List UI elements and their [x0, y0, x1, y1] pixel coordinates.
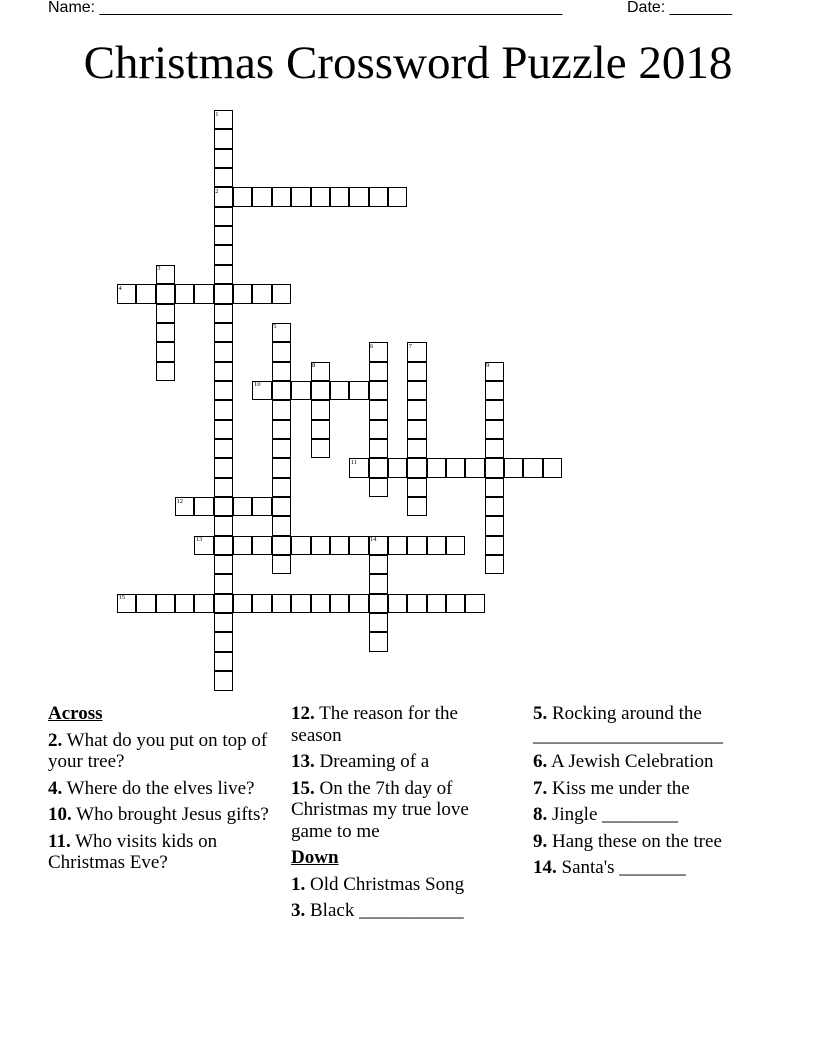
- clue-number-13: 13: [195, 536, 203, 544]
- grid-cell[interactable]: [272, 381, 291, 400]
- grid-cell[interactable]: [156, 304, 175, 323]
- grid-cell[interactable]: [330, 187, 349, 206]
- grid-cell[interactable]: [233, 536, 252, 555]
- grid-cell[interactable]: [272, 400, 291, 419]
- grid-cell[interactable]: [369, 400, 388, 419]
- grid-cell[interactable]: [349, 187, 368, 206]
- clue-number-14: 14: [370, 536, 377, 544]
- grid-cell[interactable]: [214, 362, 233, 381]
- grid-cell[interactable]: [175, 594, 194, 613]
- grid-cell[interactable]: [369, 613, 388, 632]
- grid-cell[interactable]: [523, 458, 542, 477]
- grid-cell[interactable]: [330, 594, 349, 613]
- grid-cell[interactable]: [272, 284, 291, 303]
- grid-cell[interactable]: [214, 458, 233, 477]
- grid-cell[interactable]: [272, 458, 291, 477]
- across-heading: Across: [48, 703, 103, 724]
- grid-cell[interactable]: [407, 400, 426, 419]
- grid-cell[interactable]: [369, 439, 388, 458]
- grid-cell[interactable]: [504, 458, 523, 477]
- grid-cell[interactable]: [349, 381, 368, 400]
- grid-cell[interactable]: [369, 187, 388, 206]
- grid-cell[interactable]: [156, 342, 175, 361]
- grid-cell[interactable]: [214, 149, 233, 168]
- name-field-label: Name: ____________________________________________________: [48, 0, 563, 16]
- grid-cell[interactable]: [194, 594, 213, 613]
- grid-cell[interactable]: [369, 594, 388, 613]
- clue-down-7: 7. Kiss me under the: [533, 777, 690, 799]
- grid-cell[interactable]: [485, 516, 504, 535]
- grid-cell[interactable]: [388, 187, 407, 206]
- grid-cell[interactable]: [369, 420, 388, 439]
- clue-column-2: [291, 703, 513, 927]
- clue-across-10: 10. Who brought Jesus gifts?: [48, 804, 269, 825]
- grid-cell[interactable]: [407, 536, 426, 555]
- grid-cell[interactable]: [311, 400, 330, 419]
- grid-cell[interactable]: [311, 536, 330, 555]
- grid-cell[interactable]: [214, 342, 233, 361]
- clue-number-2: 2: [215, 187, 219, 195]
- date-field-label: Date: _______: [627, 0, 732, 16]
- grid-cell[interactable]: [485, 420, 504, 439]
- grid-cell[interactable]: [214, 555, 233, 574]
- down-heading: Down: [291, 847, 339, 868]
- clue-across-2: 2. What do you put on top of your tree?: [48, 729, 268, 772]
- grid-cell[interactable]: [214, 652, 233, 671]
- grid-cell[interactable]: [427, 594, 446, 613]
- clue-down-6: 6. A Jewish Celebration: [533, 751, 714, 772]
- grid-cell[interactable]: [485, 400, 504, 419]
- grid-cell[interactable]: [214, 129, 233, 148]
- grid-cell[interactable]: [214, 226, 233, 245]
- grid-cell[interactable]: [485, 458, 504, 477]
- grid-cell[interactable]: [485, 555, 504, 574]
- grid-cell[interactable]: [252, 187, 271, 206]
- grid-cell[interactable]: [330, 381, 349, 400]
- grid-cell[interactable]: [485, 497, 504, 516]
- grid-cell[interactable]: [465, 594, 484, 613]
- clue-column-1: [48, 703, 270, 879]
- grid-cell[interactable]: [369, 381, 388, 400]
- grid-cell[interactable]: [214, 304, 233, 323]
- grid-cell[interactable]: [214, 245, 233, 264]
- grid-cell[interactable]: [272, 342, 291, 361]
- clue-number-4: 4: [118, 284, 122, 292]
- grid-cell[interactable]: [291, 187, 310, 206]
- grid-cell[interactable]: [446, 458, 465, 477]
- clue-across-11: 11. Who visits kids on Christmas Eve?: [48, 830, 218, 873]
- grid-cell[interactable]: [272, 516, 291, 535]
- grid-cell[interactable]: [272, 594, 291, 613]
- grid-cell[interactable]: [407, 381, 426, 400]
- grid-cell[interactable]: [156, 284, 175, 303]
- grid-cell[interactable]: [214, 574, 233, 593]
- grid-cell[interactable]: [214, 207, 233, 226]
- grid-cell[interactable]: [214, 381, 233, 400]
- grid-cell[interactable]: [407, 362, 426, 381]
- grid-cell[interactable]: [388, 458, 407, 477]
- grid-cell[interactable]: [194, 497, 213, 516]
- grid-cell[interactable]: [156, 323, 175, 342]
- grid-cell[interactable]: [156, 594, 175, 613]
- grid-cell[interactable]: [349, 536, 368, 555]
- clue-down-3: 3. Black ___________: [291, 900, 464, 921]
- grid-cell[interactable]: [485, 536, 504, 555]
- grid-cell[interactable]: [272, 536, 291, 555]
- grid-cell[interactable]: [407, 478, 426, 497]
- clue-number-6: 6: [370, 342, 374, 350]
- clue-across-15: 15. On the 7th day of Christmas my true love game to me: [291, 777, 469, 842]
- grid-cell[interactable]: [252, 497, 271, 516]
- clue-down-8: 8. Jingle ________: [533, 804, 679, 825]
- grid-cell[interactable]: [369, 555, 388, 574]
- grid-cell[interactable]: [369, 632, 388, 651]
- grid-cell[interactable]: [330, 536, 349, 555]
- grid-cell[interactable]: [369, 478, 388, 497]
- clue-number-7: 7: [408, 342, 412, 350]
- grid-cell[interactable]: [485, 439, 504, 458]
- grid-cell[interactable]: [272, 187, 291, 206]
- grid-cell[interactable]: [272, 420, 291, 439]
- grid-cell[interactable]: [214, 400, 233, 419]
- grid-cell[interactable]: [311, 594, 330, 613]
- grid-cell[interactable]: [233, 497, 252, 516]
- grid-cell[interactable]: [214, 323, 233, 342]
- grid-cell[interactable]: [427, 536, 446, 555]
- grid-cell[interactable]: [233, 284, 252, 303]
- clue-down-9: 9. Hang these on the tree: [533, 830, 722, 852]
- grid-cell[interactable]: [407, 420, 426, 439]
- clue-down-14: 14. Santa's _______: [533, 857, 686, 878]
- clue-column-3: [533, 703, 755, 884]
- grid-cell[interactable]: [194, 284, 213, 303]
- clue-number-9: 9: [486, 362, 490, 370]
- grid-cell[interactable]: [543, 458, 562, 477]
- grid-cell[interactable]: [214, 632, 233, 651]
- grid-cell[interactable]: [369, 574, 388, 593]
- grid-cell[interactable]: [446, 536, 465, 555]
- grid-cell[interactable]: [272, 478, 291, 497]
- grid-cell[interactable]: [214, 516, 233, 535]
- grid-cell[interactable]: [291, 536, 310, 555]
- grid-cell[interactable]: [214, 439, 233, 458]
- grid-cell[interactable]: [388, 594, 407, 613]
- grid-cell[interactable]: [233, 187, 252, 206]
- grid-cell[interactable]: [175, 284, 194, 303]
- clue-across-4: 4. Where do the elves live?: [48, 777, 255, 799]
- grid-cell[interactable]: [291, 594, 310, 613]
- clue-number-8: 8: [312, 362, 316, 370]
- clue-across-12: 12. The reason for the season: [291, 703, 458, 746]
- grid-cell[interactable]: [136, 284, 155, 303]
- grid-cell[interactable]: [214, 478, 233, 497]
- grid-cell[interactable]: [214, 497, 233, 516]
- grid-cell[interactable]: [407, 497, 426, 516]
- grid-cell[interactable]: [465, 458, 484, 477]
- clue-number-11: 11: [350, 458, 357, 466]
- grid-cell[interactable]: [407, 458, 426, 477]
- grid-cell[interactable]: [233, 594, 252, 613]
- grid-cell[interactable]: [214, 671, 233, 690]
- grid-cell[interactable]: [252, 594, 271, 613]
- grid-cell[interactable]: [252, 536, 271, 555]
- clue-number-10: 10: [253, 381, 261, 389]
- grid-cell[interactable]: [388, 536, 407, 555]
- grid-cell[interactable]: [136, 594, 155, 613]
- clue-down-1: 1. Old Christmas Song: [291, 873, 465, 895]
- clue-number-15: 15: [118, 594, 125, 602]
- clue-number-1: 1: [215, 110, 219, 118]
- grid-cell[interactable]: [214, 168, 233, 187]
- clue-across-13: 13. Dreaming of a: [291, 751, 430, 772]
- grid-cell[interactable]: [272, 555, 291, 574]
- grid-cell[interactable]: [272, 362, 291, 381]
- grid-cell[interactable]: [214, 536, 233, 555]
- grid-cell[interactable]: [407, 439, 426, 458]
- grid-cell[interactable]: [485, 381, 504, 400]
- clue-down-5: 5. Rocking around the ____________________: [533, 703, 723, 746]
- grid-cell[interactable]: [485, 478, 504, 497]
- grid-cell[interactable]: [214, 284, 233, 303]
- grid-cell[interactable]: [311, 187, 330, 206]
- grid-cell[interactable]: [156, 362, 175, 381]
- clue-number-12: 12: [176, 497, 184, 505]
- grid-cell[interactable]: [272, 439, 291, 458]
- grid-cell[interactable]: [214, 265, 233, 284]
- page-title: Christmas Crossword Puzzle 2018: [83, 37, 733, 89]
- grid-cell[interactable]: [311, 420, 330, 439]
- clue-number-3: 3: [157, 265, 161, 273]
- grid-cell[interactable]: [311, 439, 330, 458]
- grid-cell[interactable]: [214, 594, 233, 613]
- grid-cell[interactable]: [369, 362, 388, 381]
- grid-cell[interactable]: [291, 381, 310, 400]
- grid-cell[interactable]: [252, 284, 271, 303]
- clue-number-5: 5: [273, 323, 277, 331]
- grid-cell[interactable]: [427, 458, 446, 477]
- grid-cell[interactable]: [311, 381, 330, 400]
- grid-cell[interactable]: [446, 594, 465, 613]
- grid-cell[interactable]: [272, 497, 291, 516]
- grid-cell[interactable]: [349, 594, 368, 613]
- grid-cell[interactable]: [369, 458, 388, 477]
- grid-cell[interactable]: [214, 420, 233, 439]
- grid-cell[interactable]: [407, 594, 426, 613]
- grid-cell[interactable]: [214, 613, 233, 632]
